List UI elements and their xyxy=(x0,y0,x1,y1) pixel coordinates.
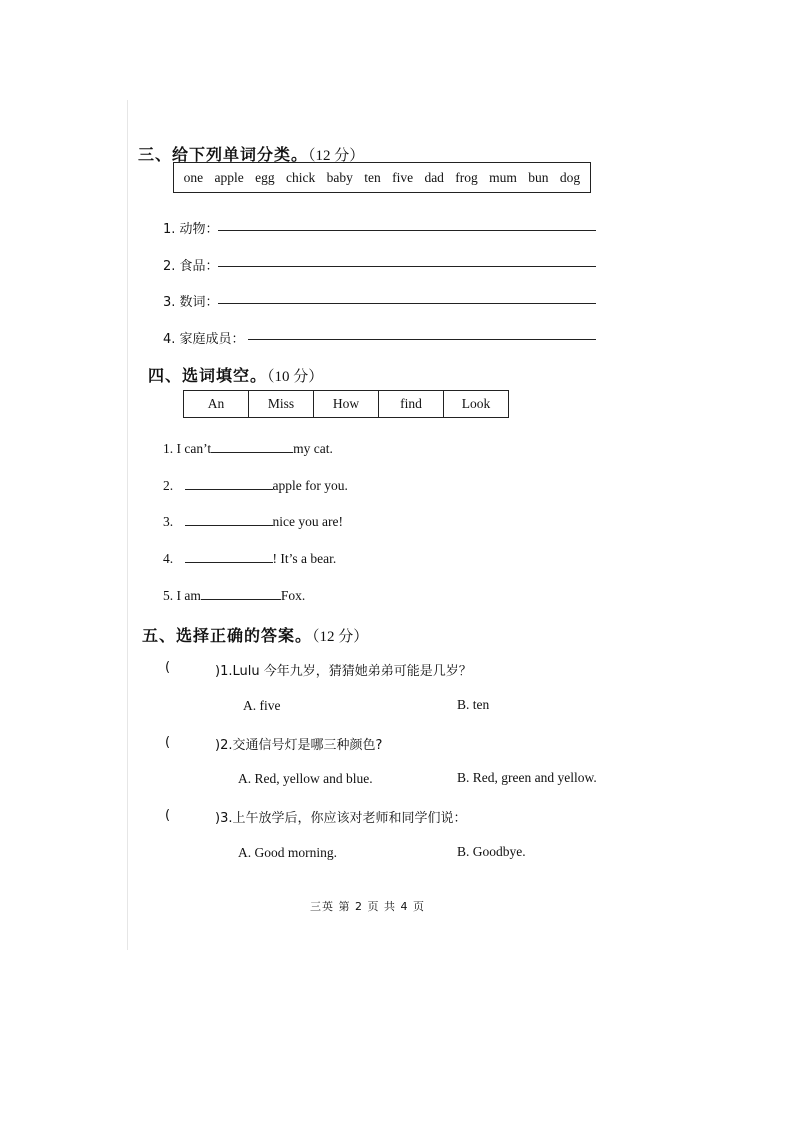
category-label-numbers: 3. 数词： xyxy=(163,295,219,310)
fill-item-prefix: 4. xyxy=(163,551,177,566)
fill-item-suffix: apple for you. xyxy=(272,478,348,493)
question-1-option-b[interactable]: B. ten xyxy=(457,697,490,712)
word-bank-word: bun xyxy=(528,169,549,185)
option-cell: Look xyxy=(444,391,509,418)
fill-item-suffix: my cat. xyxy=(293,441,333,456)
question-2-text: )2.交通信号灯是哪三种颜色? xyxy=(215,738,383,753)
category-label-food: 2. 食品： xyxy=(163,259,219,274)
word-bank-box xyxy=(173,162,591,193)
section4-heading xyxy=(148,363,323,386)
word-bank-word: one xyxy=(183,169,204,185)
section5-points: （12 分） xyxy=(312,629,369,645)
word-bank-word: egg xyxy=(255,169,275,185)
fill-item-suffix: Fox. xyxy=(280,588,306,603)
question-3-option-b[interactable]: B. Goodbye. xyxy=(457,844,526,859)
answer-line-animals[interactable] xyxy=(218,230,596,231)
option-cell: Miss xyxy=(249,391,314,418)
fill-item-suffix: ! It’s a bear. xyxy=(272,551,337,566)
section3-title: 三、给下列单词分类。 xyxy=(138,145,309,164)
fill-blank[interactable] xyxy=(185,515,273,526)
option-cell: An xyxy=(184,391,249,418)
section4-title: 四、选词填空。 xyxy=(148,366,268,385)
question-3-option-a[interactable]: A. Good morning. xyxy=(238,845,337,860)
question-1-option-a[interactable]: A. five xyxy=(243,698,281,713)
question-3-bracket[interactable]: ( xyxy=(165,808,171,823)
answer-line-numbers[interactable] xyxy=(218,303,596,304)
question-2-bracket[interactable]: ( xyxy=(165,735,171,750)
section5-title: 五、选择正确的答案。 xyxy=(142,626,313,645)
word-bank-word: chick xyxy=(286,169,316,185)
fill-item-2 xyxy=(163,478,348,494)
scan-left-edge xyxy=(127,100,128,950)
section4-points: （10 分） xyxy=(267,369,324,385)
page-footer: 三英 第 2 页 共 4 页 xyxy=(310,900,425,913)
word-bank-word: five xyxy=(392,169,414,185)
fill-blank[interactable] xyxy=(211,442,293,453)
word-options-table xyxy=(183,390,509,418)
fill-item-suffix: nice you are! xyxy=(272,514,343,529)
fill-blank[interactable] xyxy=(201,589,281,600)
word-bank-word: apple xyxy=(214,169,244,185)
fill-item-4 xyxy=(163,551,336,567)
section3-points: （12 分） xyxy=(308,148,365,164)
fill-item-5 xyxy=(163,588,305,604)
fill-item-1 xyxy=(163,441,333,457)
option-cell: find xyxy=(379,391,444,418)
word-bank-word: mum xyxy=(489,169,517,185)
fill-blank[interactable] xyxy=(185,552,273,563)
fill-item-prefix: 2. xyxy=(163,478,177,493)
word-bank-word: dad xyxy=(424,169,444,185)
option-cell: How xyxy=(314,391,379,418)
question-3-text: )3.上午放学后，你应该对老师和同学们说： xyxy=(215,811,467,826)
fill-item-3 xyxy=(163,514,343,530)
word-bank-word: ten xyxy=(364,169,381,185)
answer-line-family[interactable] xyxy=(248,339,596,340)
question-2-option-a[interactable]: A. Red, yellow and blue. xyxy=(238,771,373,786)
word-bank-word: frog xyxy=(455,169,478,185)
word-bank-word: dog xyxy=(559,169,581,185)
answer-line-food[interactable] xyxy=(218,266,596,267)
fill-item-prefix: 5. I am xyxy=(163,588,201,603)
question-1-bracket[interactable]: ( xyxy=(165,660,171,675)
category-label-animals: 1. 动物： xyxy=(163,222,219,237)
fill-item-prefix: 3. xyxy=(163,514,177,529)
section5-heading xyxy=(142,623,368,646)
question-1-text: )1.Lulu 今年九岁，猜猜她弟弟可能是几岁？ xyxy=(215,664,472,679)
word-bank-word: baby xyxy=(326,169,353,185)
category-label-family: 4. 家庭成员： xyxy=(163,332,245,347)
fill-item-prefix: 1. I can’t xyxy=(163,441,212,456)
fill-blank[interactable] xyxy=(185,479,273,490)
question-2-option-b[interactable]: B. Red, green and yellow. xyxy=(457,770,597,785)
